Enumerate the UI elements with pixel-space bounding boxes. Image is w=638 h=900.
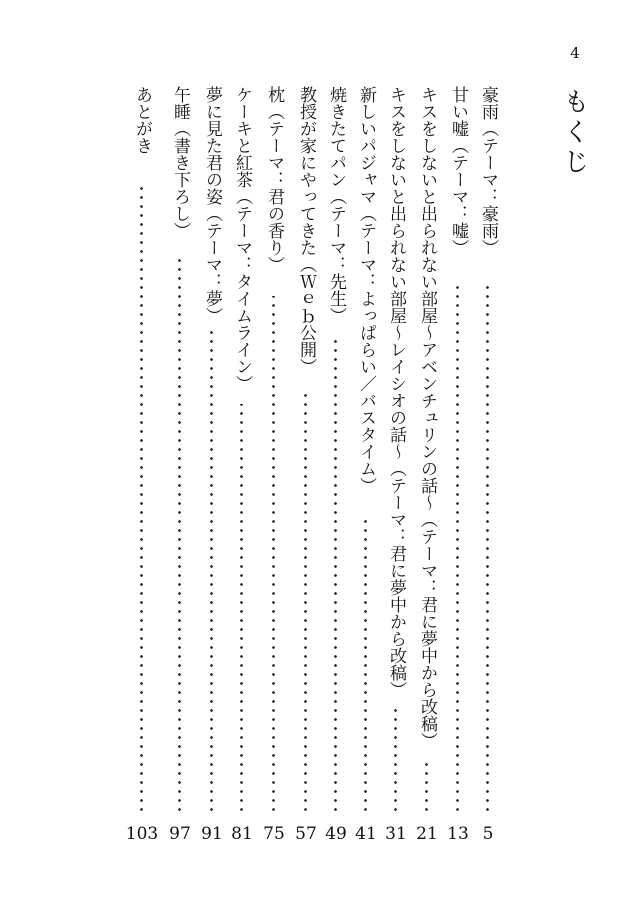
- toc-entry-page: 57: [295, 824, 317, 844]
- toc-entry: [164, 86, 196, 844]
- leader-dots: [209, 326, 214, 814]
- toc-entry-title: 豪雨（テーマ：豪雨）: [478, 86, 498, 256]
- toc-entry-page: 81: [231, 824, 253, 844]
- leader-dots: [303, 390, 308, 814]
- toc-entry-title: ケーキと紅茶（テーマ：タイムライン）: [232, 86, 252, 392]
- toc-entry-title: 教授が家にやってきた（Ｗｅｂ公開）: [296, 86, 316, 375]
- leader-dots: [239, 404, 244, 814]
- leader-dots: [177, 258, 182, 814]
- toc-entry: [380, 86, 412, 844]
- toc-entry-title: キスをしないと出られない部屋〜レイシオの話〜（テーマ：君に夢中から改稿）: [386, 86, 406, 698]
- leader-dots: [424, 762, 429, 814]
- leader-dots: [139, 182, 144, 814]
- leader-dots: [393, 708, 398, 814]
- leader-dots: [363, 514, 368, 814]
- toc-entry-page: 75: [263, 824, 285, 844]
- leader-dots: [271, 296, 276, 814]
- toc-entry: [411, 86, 443, 844]
- toc-entry: [350, 86, 382, 844]
- toc-entry-page: 103: [125, 824, 159, 844]
- toc-entry-title: 新しいパジャマ（テーマ：よっぱらい／バスタイム）: [356, 86, 376, 494]
- toc-heading: もくじ: [559, 88, 589, 178]
- toc-entry-title: 夢に見た君の姿（テーマ：夢）: [202, 86, 222, 324]
- toc-entry-title: 枕（テーマ：君の香り）: [264, 86, 284, 273]
- leader-dots: [485, 280, 490, 814]
- toc-entry-page: 41: [355, 824, 377, 844]
- toc-entry: [320, 86, 352, 844]
- leader-dots: [455, 280, 460, 814]
- toc-entry: [442, 86, 474, 844]
- toc-entry-title: 甘い嘘（テーマ：嘘）: [448, 86, 468, 256]
- toc-entry-page: 13: [447, 824, 469, 844]
- toc-entry: [472, 86, 504, 844]
- toc-entry-page: 21: [416, 824, 438, 844]
- toc-entry: [258, 86, 290, 844]
- toc-entry: [226, 86, 258, 844]
- toc-entry-page: 91: [201, 824, 223, 844]
- toc-entry-page: 5: [482, 824, 494, 844]
- toc-entry: [290, 86, 322, 844]
- toc-entry: [126, 86, 158, 844]
- leader-dots: [333, 338, 338, 814]
- toc-entry-title: あとがき: [132, 86, 152, 154]
- toc-entry-page: 31: [385, 824, 407, 844]
- toc-entry-page: 97: [169, 824, 191, 844]
- toc-entry-title: 焼きたてパン（テーマ：先生）: [326, 86, 346, 324]
- page-number: 4: [570, 44, 580, 62]
- toc-entry-title: キスをしないと出られない部屋〜アベンチュリンの話〜（テーマ：君に夢中から改稿）: [417, 86, 437, 749]
- toc-entry: [196, 86, 228, 844]
- toc-entry-page: 49: [325, 824, 347, 844]
- toc-entry-title: 午睡（書き下ろし）: [170, 86, 190, 239]
